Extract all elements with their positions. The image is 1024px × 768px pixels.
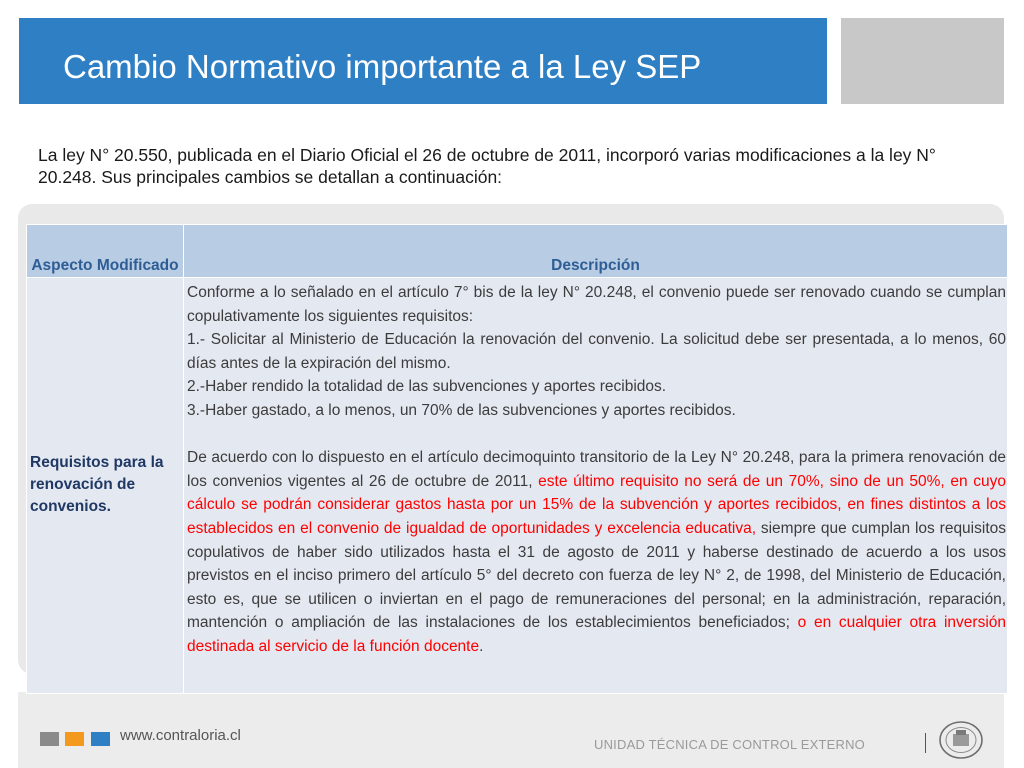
transitory-highlight-2: o en cualquier otra inversión destinada al servicio de la función docente [187, 614, 1007, 655]
slide-title: Cambio Normativo importante a la Ley SEP [63, 48, 702, 85]
footer-gray-square [40, 732, 59, 746]
transitory-text-a: De acuerdo con lo dispuesto en el artículo decimoquinto transitorio de la Ley N° 20.248, para la primera renovación de los convenios vigentes al 26 de octubre de 2011, [187, 449, 1006, 490]
header-description: Descripción [184, 225, 1008, 278]
transitory-end: . [479, 637, 484, 655]
description-intro: Conforme a lo señalado en el artículo 7° bis de la ley N° 20.248, el convenio puede ser renovado cuando se cumplan copulativamente los siguientes requisitos: [187, 284, 1006, 325]
footer-blue-square [91, 732, 110, 746]
footer-orange-square [65, 732, 84, 746]
header-gray-block [841, 18, 1004, 104]
description-cell [184, 278, 1008, 694]
table-header-row [27, 225, 1008, 278]
requirement-3: 3.-Haber gastado, a lo menos, un 70% de las subvenciones y aportes recibidos. [187, 401, 736, 419]
requirement-2: 2.-Haber rendido la totalidad de las subvenciones y aportes recibidos. [187, 378, 667, 396]
transitory-paragraph [187, 446, 1006, 658]
contraloria-seal-icon [938, 720, 984, 760]
footer-url: www.contraloria.cl [120, 727, 241, 744]
requirement-1: 1.- Solicitar al Ministerio de Educación la renovación del convenio. La solicitud debe ser presentada, a lo menos, 60 días antes de la expiración del mismo. [187, 331, 1006, 372]
footer-unit-name: UNIDAD TÉCNICA DE CONTROL EXTERNO [594, 737, 865, 752]
aspect-cell: Requisitos para la renovación de convenios. [27, 278, 184, 694]
paragraph-gap [187, 423, 1006, 447]
transitory-highlight: este último requisito no será de un 70%, sino de un 50%, en cuyo cálculo se podrán considerar gastos hasta por un 15% de la subvención y aportes recibidos, en fines distintos a los establecidos en el convenio de igualdad de oportunidades y excelencia educativa, [187, 472, 1006, 537]
footer-divider [925, 733, 926, 753]
transitory-text-b: siempre que cumplan los requisitos copulativos de haber sido utilizados hasta el 31 de agosto de 2011 y haberse destinado de acuerdo a los usos previstos en el inciso primero del artículo 5° del decreto con fuerza de ley N° 2, de 1998, del Ministerio de Educación, esto es, que se utilicen o inviertan en el pago de remuneraciones del personal; en la administración, reparación, mantención o ampliación de las instalaciones de los establecimientos beneficiados; [187, 519, 1006, 632]
table-row [27, 278, 1008, 694]
changes-table [26, 224, 1008, 694]
header-aspect: Aspecto Modificado [27, 225, 184, 278]
intro-paragraph: La ley N° 20.550, publicada en el Diario Oficial el 26 de octubre de 2011, incorporó varias modificaciones a la ley N° 20.248. Sus principales cambios se detallan a continuación: [38, 145, 936, 187]
title-bar [19, 18, 827, 104]
